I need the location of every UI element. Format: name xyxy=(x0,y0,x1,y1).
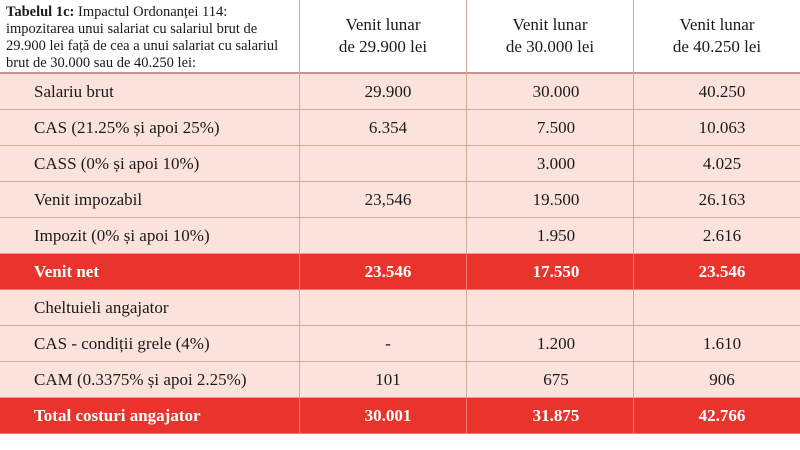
table-cell: 30.000 xyxy=(467,74,634,110)
row-label-venit-impozabil: Venit impozabil xyxy=(0,182,300,218)
row-label-cas: CAS (21.25% și apoi 25%) xyxy=(0,110,300,146)
column-header-29900 xyxy=(300,0,467,74)
table-cell: 26.163 xyxy=(634,182,800,218)
table-cell: 19.500 xyxy=(467,182,634,218)
row-label-salariu-brut: Salariu brut xyxy=(0,74,300,110)
caption-text: Impactul Ordonanței 114: impozitarea unui salariat cu salariul brut de 29.900 lei față de cea a unui salariat cu salariul brut de 30.000 sau de 40.250 lei: xyxy=(6,4,279,71)
table-cell-highlight: 30.001 xyxy=(300,398,467,434)
row-label-cam: CAM (0.3375% și apoi 2.25%) xyxy=(0,362,300,398)
row-label-impozit: Impozit (0% și apoi 10%) xyxy=(0,218,300,254)
column-header-line1: Venit lunar xyxy=(679,15,755,34)
row-label-venit-net: Venit net xyxy=(0,254,300,290)
caption-title: Tabelul 1c: xyxy=(6,4,75,20)
table-cell: 675 xyxy=(467,362,634,398)
row-label-total-costuri: Total costuri angajator xyxy=(0,398,300,434)
column-header-line2: de 29.900 lei xyxy=(338,37,428,56)
table-cell: 6.354 xyxy=(300,110,467,146)
column-header-line2: de 40.250 lei xyxy=(672,37,762,56)
table-caption xyxy=(0,0,300,74)
column-header-30000 xyxy=(467,0,634,74)
table-cell xyxy=(300,290,467,326)
table-cell: 40.250 xyxy=(634,74,800,110)
column-header-line1: Venit lunar xyxy=(512,15,588,34)
table-cell: 1.610 xyxy=(634,326,800,362)
table-cell xyxy=(467,290,634,326)
table-cell-highlight: 31.875 xyxy=(467,398,634,434)
table-cell-highlight: 23.546 xyxy=(300,254,467,290)
table-cell: 29.900 xyxy=(300,74,467,110)
row-label-cass: CASS (0% și apoi 10%) xyxy=(0,146,300,182)
table-cell: 1.950 xyxy=(467,218,634,254)
table-cell xyxy=(300,146,467,182)
table-cell-highlight: 23.546 xyxy=(634,254,800,290)
table-cell: - xyxy=(300,326,467,362)
table-cell: 4.025 xyxy=(634,146,800,182)
table-cell: 2.616 xyxy=(634,218,800,254)
table-cell: 7.500 xyxy=(467,110,634,146)
table-cell-highlight: 17.550 xyxy=(467,254,634,290)
table-cell: 3.000 xyxy=(467,146,634,182)
table-cell: 1.200 xyxy=(467,326,634,362)
row-label-cas-conditii-grele: CAS - condiții grele (4%) xyxy=(0,326,300,362)
table-cell xyxy=(634,290,800,326)
table-cell-highlight: 42.766 xyxy=(634,398,800,434)
column-header-line1: Venit lunar xyxy=(345,15,421,34)
column-header-line2: de 30.000 lei xyxy=(505,37,595,56)
column-header-40250 xyxy=(634,0,800,74)
table-cell: 101 xyxy=(300,362,467,398)
table-cell: 23,546 xyxy=(300,182,467,218)
table-cell xyxy=(300,218,467,254)
table-cell: 10.063 xyxy=(634,110,800,146)
table-cell: 906 xyxy=(634,362,800,398)
row-label-cheltuieli-angajator: Cheltuieli angajator xyxy=(0,290,300,326)
